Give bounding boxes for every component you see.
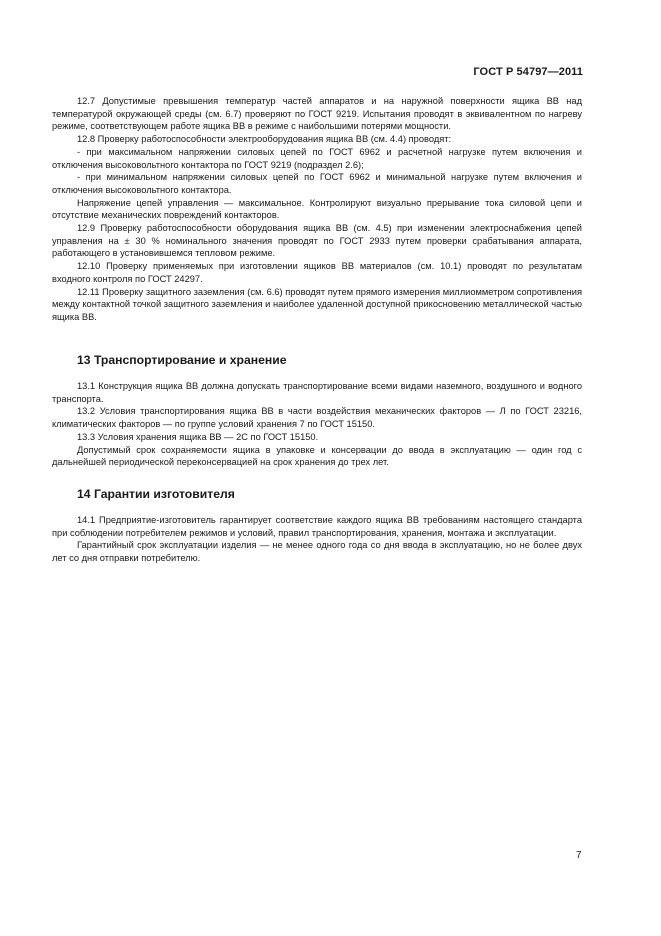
- clause-12-11: 12.11 Проверку защитного заземления (см. 6.6) проводят путем прямого измерения миллиомметром сопротивления между контактной точкой защитного заземления и наиболее удаленной доступной прикосновению металлической частью ящика ВВ.: [52, 286, 582, 322]
- clause-12-8-item-2: - при минимальном напряжении силовых цепей по ГОСТ 6962 и минимальной нагрузке путем включения и отключения высоковольтного контактора.: [52, 172, 582, 195]
- clause-13-3: 13.3 Условия хранения ящика ВВ — 2С по ГОСТ 15150.: [77, 431, 319, 442]
- section-13-title: 13 Транспортирование и хранение: [77, 353, 287, 367]
- clause-12-9: 12.9 Проверку работоспособности оборудования ящика ВВ (см. 4.5) при изменении электроснабжения цепей управления на ± 30 % номинального значения проводят по ГОСТ 2933 путем проверки срабатывания аппарата, работающего в установившемся тепловом режиме.: [52, 223, 582, 259]
- page-number: 7: [576, 850, 582, 861]
- clause-12-8-item-1: - при максимальном напряжении силовых цепей по ГОСТ 6962 и расчетной нагрузке путем включения и отключения высоковольтного контактора по ГОСТ 9219 (подраздел 2.6);: [52, 146, 582, 170]
- clause-14-1: 14.1 Предприятие-изготовитель гарантирует соответствие каждого ящика ВВ требованиям настоящего стандарта при соблюдении потребителем режимов и условий, правил транспортирования, хранения, монтажа и эксплуатации.: [52, 515, 582, 538]
- section-14-body: [52, 514, 582, 565]
- section-12-tests: [52, 95, 582, 324]
- warranty-period-paragraph: Гарантийный срок эксплуатации изделия — не менее одного года со дня ввода в эксплуатацию, но не более двух лет со дня отправки потребителю.: [52, 540, 582, 564]
- clause-13-1: 13.1 Конструкция ящика ВВ должна допускать транспортирование всеми видами наземного, воздушного и водного транспорта.: [52, 381, 582, 404]
- storage-period-paragraph: Допустимый срок сохраняемости ящика в упаковке и консервации до ввода в эксплуатацию — один год с дальнейшей периодической переконсервацией на срок хранения до трех лет.: [52, 444, 582, 468]
- document-header: ГОСТ Р 54797—2011: [473, 66, 583, 78]
- clause-12-7: 12.7 Допустимые превышения температур частей аппаратов и на наружной поверхности ящика ВВ над температурой окружающей среды (см. 6.7) проверяют по ГОСТ 9219. Испытания проводят в эквивалентном по нагреву режиме, соответствующем работе ящика ВВ в режиме с наибольшими потерями мощности.: [52, 96, 582, 132]
- clause-12-8: 12.8 Проверку работоспособности электрооборудования ящика ВВ (см. 4.4) проводят:: [77, 134, 452, 145]
- clause-12-10: 12.10 Проверку применяемых при изготовлении ящиков ВВ материалов (см. 10.1) проводят по результатам входного контроля по ГОСТ 24297.: [52, 261, 582, 284]
- section-14-title: 14 Гарантии изготовителя: [77, 487, 235, 501]
- control-voltage-paragraph: Напряжение цепей управления — максимальное. Контролируют визуально прерывание тока силовой цепи и отсутствие механических повреждений контакторов.: [52, 197, 582, 221]
- section-13-body: [52, 380, 582, 469]
- clause-13-2: 13.2 Условия транспортирования ящика ВВ в части воздействия механических факторов — Л по ГОСТ 23216, климатических факторов — по группе условий хранения 7 по ГОСТ 15150.: [52, 406, 582, 430]
